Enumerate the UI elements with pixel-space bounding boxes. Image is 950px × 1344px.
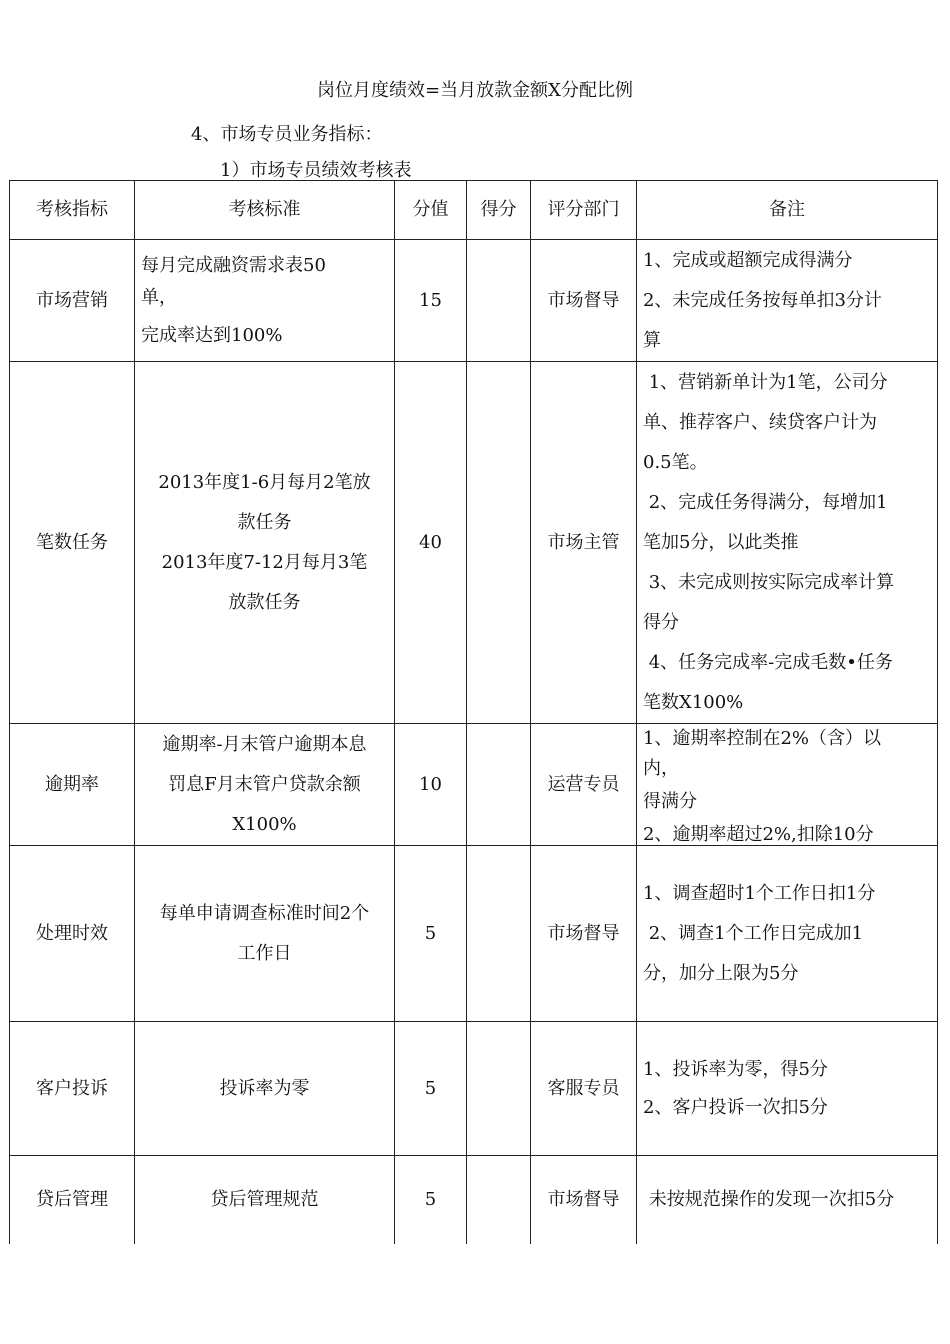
table-row (10, 240, 938, 362)
standard-line: 贷后管理规范 (210, 1188, 319, 1210)
standard-line: 工作日 (237, 942, 292, 964)
table-row (10, 362, 938, 724)
indicator-cell: 市场营销 (10, 240, 135, 362)
note-line: 1、调查超时1个工作日扣1分 (643, 882, 876, 904)
standard-line: 每月完成融资需求表50 (141, 254, 326, 276)
note-cell (637, 846, 938, 1022)
got-cell (467, 724, 531, 846)
got-cell (467, 1022, 531, 1156)
note-line: 0.5笔。 (643, 451, 708, 473)
note-line: 未按规范操作的发现一次扣5分 (643, 1188, 895, 1210)
note-line: 笔数Ⅹ100% (643, 691, 744, 713)
standard-line: 投诉率为零 (219, 1077, 310, 1099)
standard-cell (135, 1022, 395, 1156)
note-line: 3、未完成则按实际完成率计算 (643, 571, 895, 593)
header-got: 得分 (467, 181, 531, 240)
note-line: 得分 (643, 611, 679, 633)
note-cell (637, 1156, 938, 1244)
score-cell: 10 (395, 724, 467, 846)
score-cell: 5 (395, 1156, 467, 1244)
standard-line: 款任务 (237, 511, 292, 533)
header-indicator: 考核指标 (10, 181, 135, 240)
dept-cell: 客服专员 (531, 1022, 637, 1156)
header-note: 备注 (637, 181, 938, 240)
note-cell (637, 724, 938, 846)
note-line: 1、完成或超额完成得满分 (643, 249, 853, 271)
got-cell (467, 362, 531, 724)
standard-line: 放款任务 (228, 591, 301, 613)
note-cell (637, 362, 938, 724)
table-caption: 1）市场专员绩效考核表 (220, 160, 412, 181)
standard-line: 罚息F月末管户贷款余额 (168, 773, 361, 795)
header-dept: 评分部门 (531, 181, 637, 240)
indicator-cell: 客户投诉 (10, 1022, 135, 1156)
dept-cell: 市场督导 (531, 240, 637, 362)
performance-formula: 岗位月度绩效=当月放款金额Ⅹ分配比例 (317, 80, 633, 101)
table-header-row (10, 181, 938, 240)
note-line: 2、未完成任务按每单扣3分计 (643, 289, 882, 311)
indicator-cell: 笔数任务 (10, 362, 135, 724)
standard-line: 2013年度7-12月每月3笔 (161, 551, 368, 573)
dept-cell: 市场主管 (531, 362, 637, 724)
dept-cell: 运营专员 (531, 724, 637, 846)
standard-cell (135, 724, 395, 846)
standard-line: Ⅹ100% (232, 813, 297, 835)
standard-line: 每单申请调查标准时间2个 (159, 902, 370, 924)
table-row (10, 846, 938, 1022)
dept-cell: 市场督导 (531, 1156, 637, 1244)
note-line: 笔加5分，以此类推 (643, 531, 799, 553)
note-line: 1、营销新单计为1笔，公司分 (643, 371, 888, 393)
note-line: 2、客户投诉一次扣5分 (643, 1096, 828, 1118)
indicator-cell: 贷后管理 (10, 1156, 135, 1244)
standard-line: 逾期率-月末管户逾期本息 (162, 733, 367, 755)
got-cell (467, 240, 531, 362)
note-line: 分，加分上限为5分 (643, 962, 799, 984)
standard-line: 单， (141, 286, 177, 308)
score-cell: 40 (395, 362, 467, 724)
standard-cell (135, 240, 395, 362)
note-line: 单、推荐客户、续贷客户计为 (643, 411, 877, 433)
note-line: 2、完成任务得满分，每增加1 (643, 491, 888, 513)
dept-cell: 市场督导 (531, 846, 637, 1022)
note-line: 算 (643, 329, 661, 351)
header-standard: 考核标准 (135, 181, 395, 240)
note-line: 内， (643, 758, 679, 779)
note-cell (637, 1022, 938, 1156)
table-row (10, 1156, 938, 1244)
indicator-cell: 处理时效 (10, 846, 135, 1022)
note-line: 4、任务完成率-完成毛数•任务 (643, 651, 893, 673)
standard-line: 2013年度1-6月每月2笔放 (158, 471, 371, 493)
note-line: 1、逾期率控制在2%（含）以 (643, 728, 882, 749)
score-cell: 5 (395, 846, 467, 1022)
table-row (10, 724, 938, 846)
standard-cell (135, 846, 395, 1022)
indicator-cell: 逾期率 (10, 724, 135, 846)
section-heading: 4、市场专员业务指标： (191, 124, 383, 145)
score-cell: 15 (395, 240, 467, 362)
assessment-table (9, 180, 938, 1244)
note-line: 2、调查1个工作日完成加1 (643, 922, 864, 944)
note-cell (637, 240, 938, 362)
score-cell: 5 (395, 1022, 467, 1156)
got-cell (467, 846, 531, 1022)
standard-line: 完成率达到100% (141, 324, 283, 346)
note-line: 2、逾期率超过2%,扣除10分 (643, 824, 874, 844)
standard-cell (135, 1156, 395, 1244)
note-line: 得满分 (643, 791, 697, 812)
standard-cell (135, 362, 395, 724)
table-row (10, 1022, 938, 1156)
note-line: 1、投诉率为零，得5分 (643, 1058, 828, 1080)
got-cell (467, 1156, 531, 1244)
header-score: 分值 (395, 181, 467, 240)
